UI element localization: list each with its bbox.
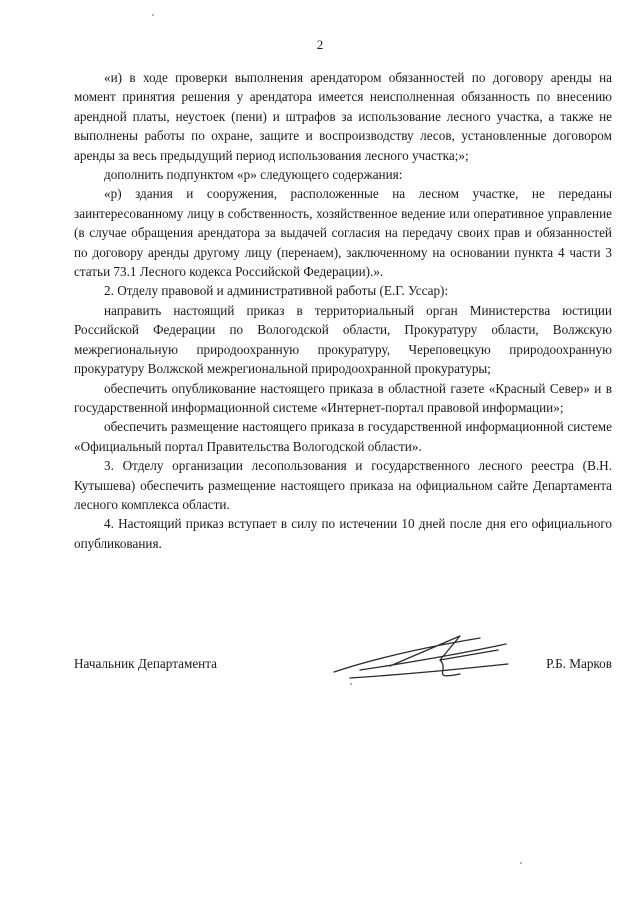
scan-speck bbox=[152, 14, 154, 16]
paragraph-subclause-r: «р) здания и сооружения, расположенные на лесном участке, не переданы заинтересованному лицу в собственность, хозяйственное ведение или оперативное управление (в случае обращения арендатора за выдачей согласия на передачу своих прав и обязанностей по договору аренды другому лицу (перенаем), заключенному на основании пункта 4 части 3 статьи 73.1 Лесного кодекса Российской Федерации).». bbox=[74, 186, 612, 280]
signature-block bbox=[74, 654, 612, 674]
paragraph-publish-newspaper: обеспечить опубликование настоящего приказа в областной газете «Красный Север» и в государственной информационной системе «Интернет-портал правовой информации»; bbox=[74, 380, 612, 415]
scan-speck bbox=[520, 862, 522, 864]
signatory-title: Начальник Департамента bbox=[74, 656, 218, 671]
paragraph-send-order: направить настоящий приказ в территориальный орган Министерства юстиции Российской Федерации по Вологодской области, Прокуратуру области, Волжскую межрегиональную природоохранную прокуратуру, Череповецкую природоохранную прокуратуру Волжской межрегиональной природоохранной прокуратуры; bbox=[74, 302, 612, 377]
paragraph-subclause-i: «и) в ходе проверки выполнения арендатором обязанностей по договору аренды на момент принятия решения у арендатора имеется неисполненная обязанность по внесению арендной платы, неустоек (пени) и штрафов за использование лесного участка, а также не выполнены работы по охране, защите и воспроизводству лесов, установленные договором аренды за весь предыдущий период использования лесного участка;»; bbox=[74, 70, 612, 163]
document-body bbox=[74, 68, 612, 553]
scan-speck bbox=[350, 683, 352, 685]
paragraph-item-4: 4. Настоящий приказ вступает в силу по истечении 10 дней после дня его официального опубликования. bbox=[74, 516, 612, 551]
page-number: 2 bbox=[316, 37, 324, 52]
paragraph-item-2: 2. Отделу правовой и административной работы (Е.Г. Уссар): bbox=[104, 283, 449, 299]
paragraph-item-3: 3. Отделу организации лесопользования и государственного лесного реестра (В.Н. Кутышева) обеспечить размещение настоящего приказа на официальном сайте Департамента лесного комплекса области. bbox=[74, 458, 612, 512]
signatory-name: Р.Б. Марков bbox=[546, 656, 612, 671]
paragraph-add-subclause: дополнить подпунктом «р» следующего содержания: bbox=[104, 167, 403, 183]
paragraph-publish-portal: обеспечить размещение настоящего приказа в государственной информационной системе «Официальный портал Правительства Вологодской области». bbox=[74, 419, 612, 454]
